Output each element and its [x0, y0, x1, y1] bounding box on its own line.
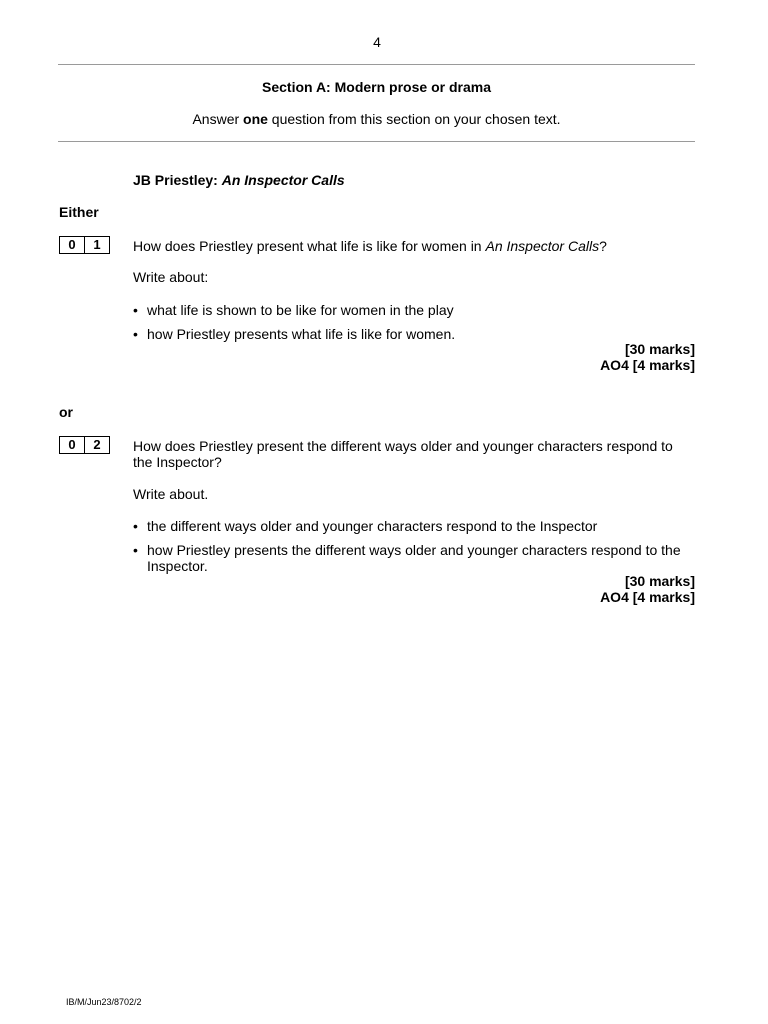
question-01-text-italic: An Inspector Calls — [485, 238, 600, 254]
question-02-ao4-marks: AO4 [4 marks] — [600, 589, 695, 605]
question-01-text-post: ? — [599, 238, 607, 254]
bullet-dot-icon: • — [133, 542, 138, 558]
bullet-text: what life is shown to be like for women in the play — [147, 302, 454, 318]
bullet-text: how Priestley presents what life is like for women. — [147, 326, 456, 342]
question-01-text-pre: How does Priestley present what life is like for women in — [133, 238, 486, 254]
bullet-dot-icon: • — [133, 302, 138, 318]
page-number: 4 — [373, 34, 381, 50]
question-number-box-02 — [59, 436, 110, 454]
either-label: Either — [59, 204, 99, 220]
section-title: Section A: Modern prose or drama — [262, 79, 491, 95]
top-divider — [58, 64, 695, 65]
question-02-bullet — [133, 518, 695, 534]
bullet-dot-icon: • — [133, 518, 138, 534]
footer-code: IB/M/Jun23/8702/2 — [66, 997, 142, 1007]
question-digit: 0 — [68, 437, 76, 452]
question-02-bullet — [133, 542, 695, 574]
question-01-write-about: Write about: — [133, 269, 209, 285]
question-number-box-01 — [59, 236, 110, 254]
question-02-marks: [30 marks] — [624, 573, 695, 589]
question-01-marks: [30 marks] — [624, 341, 695, 357]
question-01-ao4-marks: AO4 [4 marks] — [600, 357, 695, 373]
instruction-post: question from this section on your chosen text. — [267, 111, 561, 127]
instruction-bold: one — [243, 111, 268, 127]
question-01-bullet — [133, 302, 695, 318]
question-digit: 2 — [84, 437, 109, 453]
question-digit: 1 — [84, 237, 109, 253]
bullet-text: how Priestley presents the different ways older and younger characters respond to the Inspector. — [147, 542, 681, 574]
question-01-text — [133, 238, 693, 254]
question-01-bullet — [133, 326, 695, 342]
text-heading — [133, 172, 345, 188]
question-02-write-about: Write about. — [133, 486, 209, 502]
question-02-text: How does Priestley present the different ways older and younger characters respond to the Inspector? — [133, 438, 673, 470]
question-digit: 0 — [68, 237, 76, 252]
text-author: JB Priestley: — [133, 172, 222, 188]
text-title: An Inspector Calls — [221, 172, 345, 188]
or-label: or — [59, 404, 73, 420]
bottom-divider — [58, 141, 695, 142]
instruction-pre: Answer — [192, 111, 244, 127]
bullet-dot-icon: • — [133, 326, 138, 342]
bullet-text: the different ways older and younger characters respond to the Inspector — [147, 518, 598, 534]
section-instruction — [58, 111, 695, 127]
